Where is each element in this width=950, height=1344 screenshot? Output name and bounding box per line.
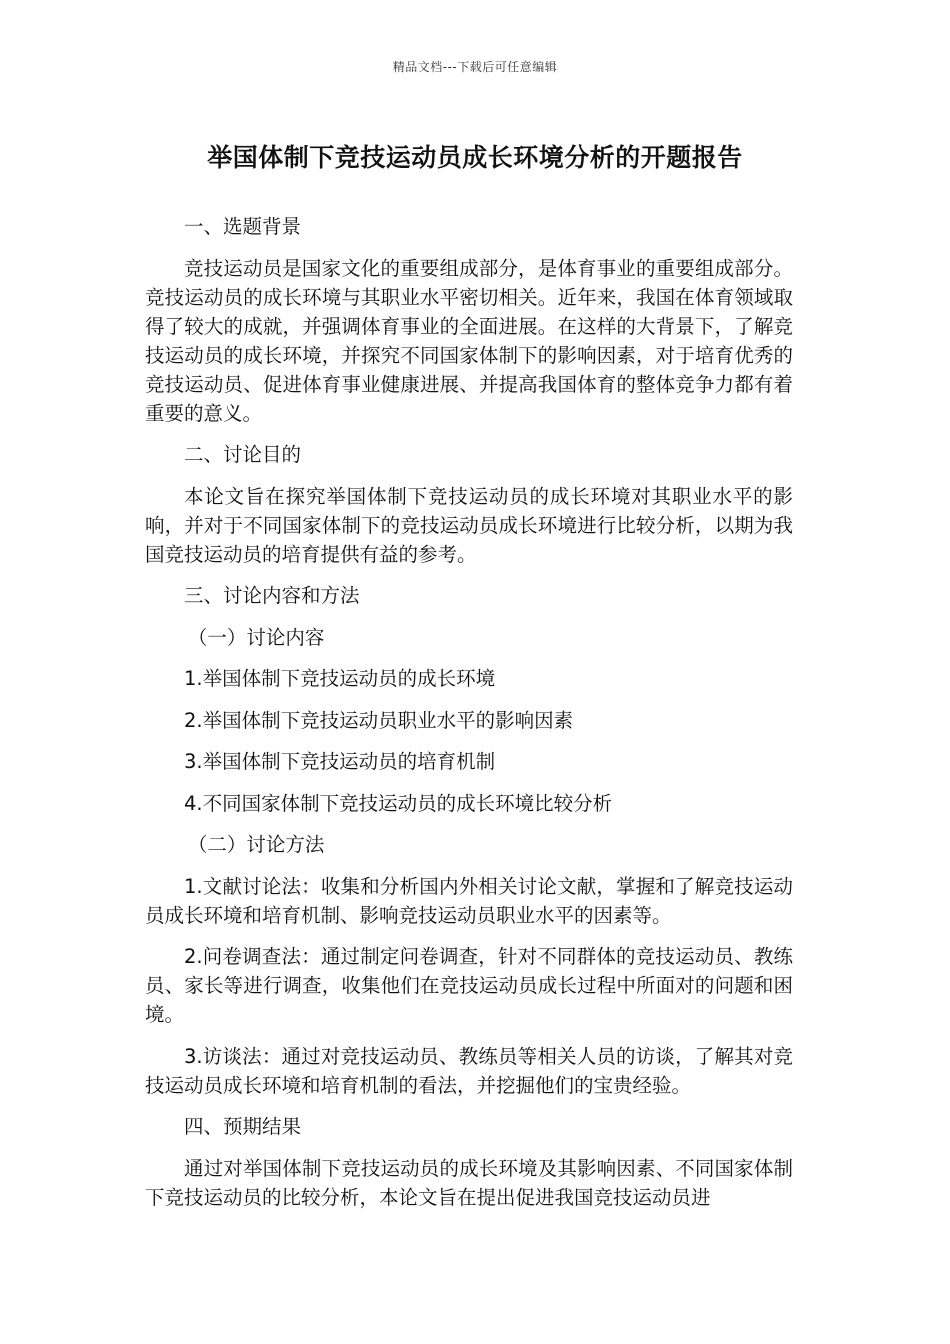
section-heading-background: 一、选题背景	[184, 215, 302, 238]
content-item-2: 2.举国体制下竞技运动员职业水平的影响因素	[184, 708, 574, 732]
content-item-3: 3.举国体制下竞技运动员的培育机制	[184, 750, 496, 773]
section-heading-expected-results: 四、预期结果	[184, 1115, 302, 1138]
document-body	[145, 212, 793, 1224]
method-item-1: 1.文献讨论法：收集和分析国内外相关讨论文献，掌握和了解竞技运动员成长环境和培育机制、影响竞技运动员职业水平的因素等。	[145, 874, 793, 927]
document-title: 举国体制下竞技运动员成长环境分析的开题报告	[207, 143, 743, 172]
section-heading-purpose: 二、讨论目的	[184, 443, 302, 466]
background-paragraph: 竞技运动员是国家文化的重要组成部分，是体育事业的重要组成部分。竞技运动员的成长环境与其职业水平密切相关。近年来，我国在体育领域取得了较大的成就，并强调体育事业的全面进展。在这样的大背景下，了解竞技运动员的成长环境，并探究不同国家体制下的影响因素，对于培育优秀的竞技运动员、促进体育事业健康进展、并提高我国体育的整体竞争力都有着重要的意义。	[145, 256, 793, 425]
content-item-1: 1.举国体制下竞技运动员的成长环境	[184, 667, 496, 690]
purpose-paragraph: 本论文旨在探究举国体制下竞技运动员的成长环境对其职业水平的影响，并对于不同国家体制下的竞技运动员成长环境进行比较分析，以期为我国竞技运动员的培育提供有益的参考。	[145, 484, 793, 566]
method-item-3: 3.访谈法：通过对竞技运动员、教练员等相关人员的访谈，了解其对竞技运动员成长环境和培育机制的看法，并挖掘他们的宝贵经验。	[145, 1044, 793, 1097]
page-header: 精品文档---下载后可任意编辑	[392, 60, 558, 74]
subheading-methods: （二）讨论方法	[187, 833, 325, 856]
section-heading-content-methods: 三、讨论内容和方法	[184, 584, 360, 607]
method-item-2: 2.问卷调查法：通过制定问卷调查，针对不同群体的竞技运动员、教练员、家长等进行调查，收集他们在竞技运动员成长过程中所面对的问题和困境。	[145, 945, 793, 1026]
content-item-4: 4.不同国家体制下竞技运动员的成长环境比较分析	[184, 791, 613, 815]
expected-results-paragraph: 通过对举国体制下竞技运动员的成长环境及其影响因素、不同国家体制下竞技运动员的比较分析，本论文旨在提出促进我国竞技运动员进	[145, 1156, 793, 1209]
subheading-content: （一）讨论内容	[187, 625, 325, 649]
